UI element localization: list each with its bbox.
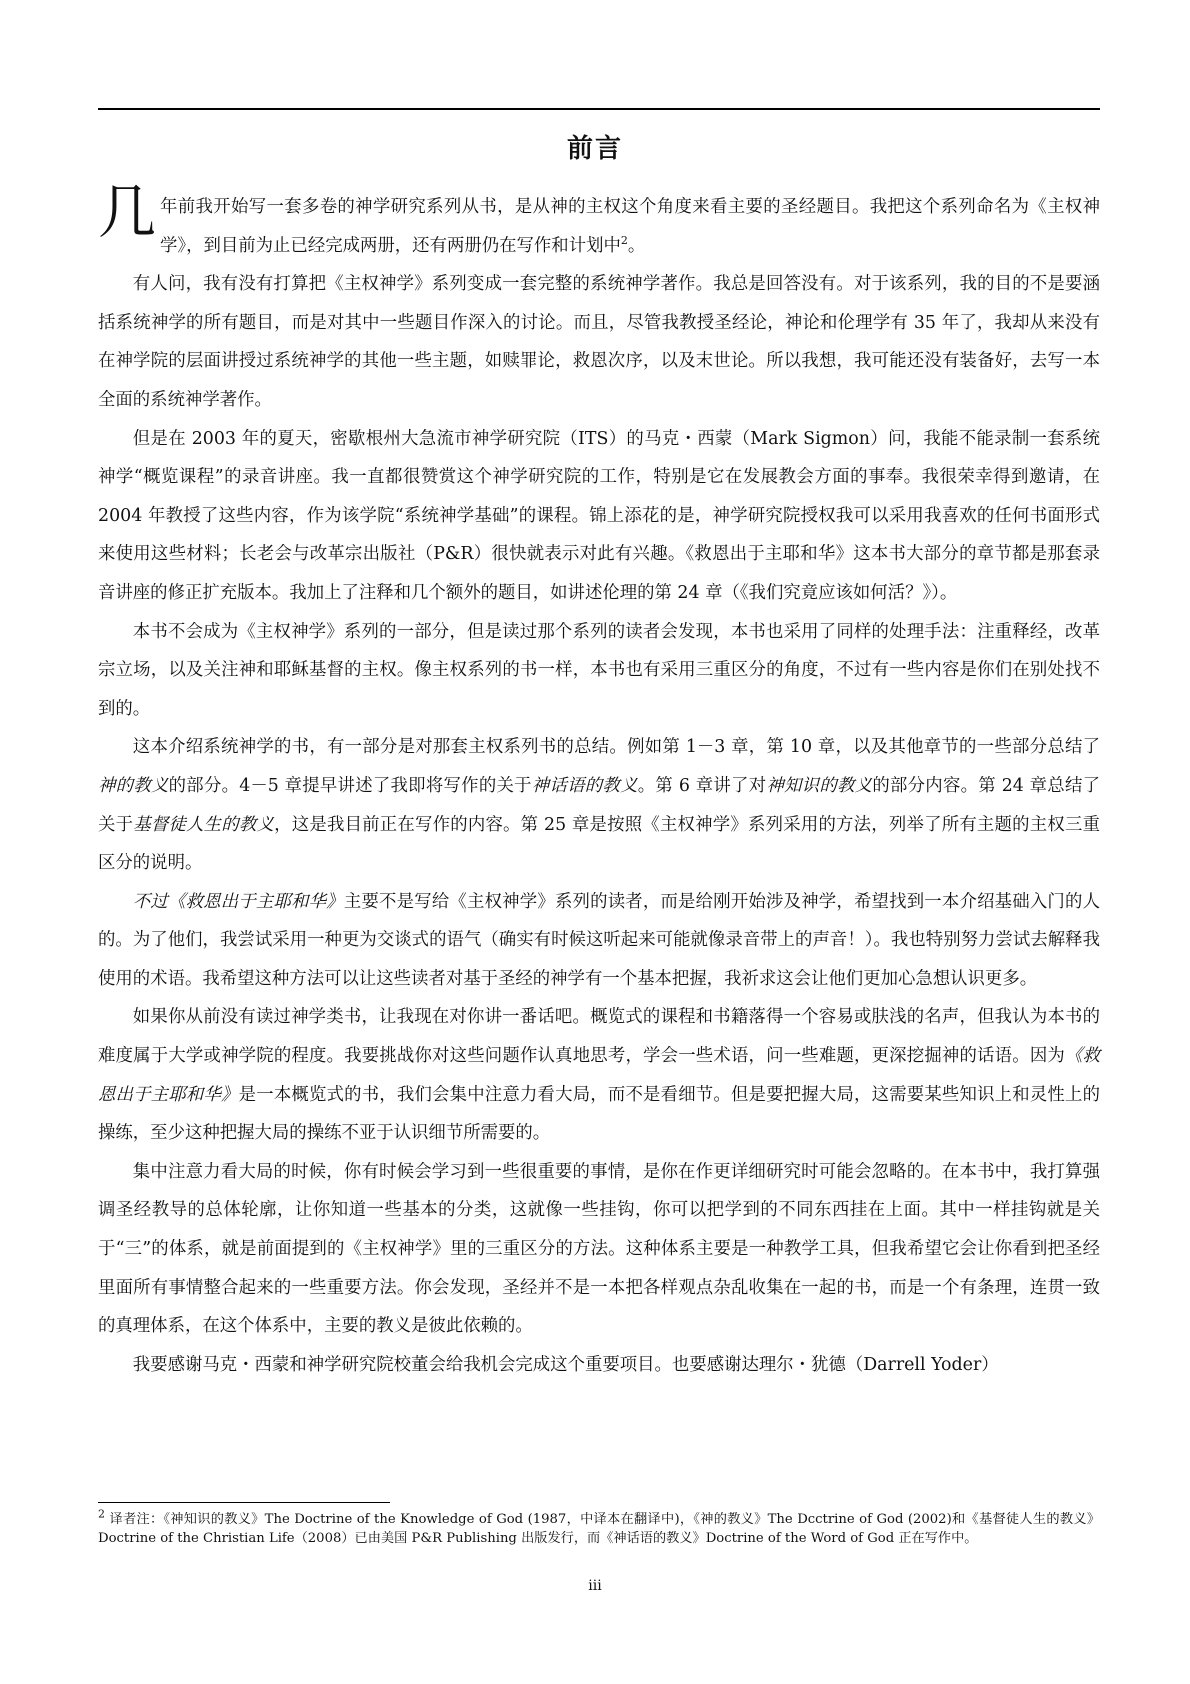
paragraph-8: 集中注意力看大局的时候，你有时候会学习到一些很重要的事情，是你在作更详细研究时可能会忽略的。在本书中，我打算强调圣经教导的总体轮廓，让你知道一些基本的分类，这就像一些挂钩，你可以把学到的不同东西挂在上面。其中一样挂钩就是关于“三”的体系，就是前面提到的《主权神学》里的三重区分的方法。这种体系主要是一种教学工具，但我希望它会让你看到把圣经里面所有事情整合起来的一些重要方法。你会发现，圣经并不是一本把各样观点杂乱收集在一起的书，而是一个有条理，连贯一致的真理体系，在这个体系中，主要的教义是彼此依赖的。 [98,1161,1100,1337]
paragraph-6: 不过《救恩出于主耶和华》主要不是写给《主权神学》系列的读者，而是给刚开始涉及神学，希望找到一本介绍基础入门的人的。为了他们，我尝试采用一种更为交谈式的语气（确实有时候这听起来可能就像录音带上的声音！）。我也特别努力尝试去解释我使用的术语。我希望这种方法可以让这些读者对基于圣经的神学有一个基本把握，我祈求这会让他们更加心急想认识更多。 [98,891,1100,989]
footnote [98,1507,1101,1548]
footnote-number: 2 [98,1507,105,1521]
paragraph-4: 本书不会成为《主权神学》系列的一部分，但是读过那个系列的读者会发现，本书也采用了同样的处理手法：注重释经，改革宗立场，以及关注神和耶稣基督的主权。像主权系列的书一样，本书也有采用三重区分的角度，不过有一些内容是你们在别处找不到的。 [98,621,1100,719]
paragraph-5: 这本介绍系统神学的书，有一部分是对那套主权系列书的总结。例如第 1－3 章，第 10 章，以及其他章节的一些部分总结了神的教义的部分。4－5 章提早讲述了我即将写作的关于神话语的教义。第 6 章讲了对神知识的教义的部分内容。第 24 章总结了关于基督徒人生的教义，这是我目前正在写作的内容。第 25 章是按照《主权神学》系列采用的方法，列举了所有主题的主权三重区分的说明。 [98,737,1100,874]
footnote-text: 译者注：《神知识的教义》The Doctrine of the Knowledge of God (1987，中译本在翻译中)，《神的教义》The Dcctrine of God (2002)和《基督徒人生的教义》Doctrine of the Christian Life（2008）已由美国 P&R Publishing 出版发行，而《神话语的教义》Doctrine of the Word of God 正在写作中。 [98,1512,1101,1546]
body-text [98,178,1100,1384]
footnote-ref[interactable]: 2 [620,233,628,247]
footnote-rule [98,1502,390,1503]
paragraph-1: 几年前我开始写一套多卷的神学研究系列从书，是从神的主权这个角度来看主要的圣经题目。我把这个系列命名为《主权神学》，到目前为止已经完成两册，还有两册仍在写作和计划中$^2$。 [98,178,1100,256]
header-rule [98,108,1100,110]
page-number: iii [588,1578,602,1594]
drop-cap: 几 [98,178,157,246]
page-title: 前言 [566,134,623,164]
paragraph-9: 我要感谢马克・西蒙和神学研究院校董会给我机会完成这个重要项目。也要感谢达理尔・犹德（Darrell Yoder） [132,1354,999,1375]
paragraph-2: 有人问，我有没有打算把《主权神学》系列变成一套完整的系统神学著作。我总是回答没有。对于该系列，我的目的不是要涵括系统神学的所有题目，而是对其中一些题目作深入的讨论。而且，尽管我教授圣经论，神论和伦理学有 35 年了，我却从来没有在神学院的层面讲授过系统神学的其他一些主题，如赎罪论，救恩次序，以及末世论。所以我想，我可能还没有装备好，去写一本全面的系统神学著作。 [98,274,1100,410]
paragraph-7: 如果你从前没有读过神学类书，让我现在对你讲一番话吧。概览式的课程和书籍落得一个容易或肤浅的名声，但我认为本书的难度属于大学或神学院的程度。我要挑战你对这些问题作认真地思考，学会一些术语，问一些难题，更深挖掘神的话语。因为《救恩出于主耶和华》是一本概览式的书，我们会集中注意力看大局，而不是看细节。但是要把握大局，这需要某些知识上和灵性上的操练，至少这种把握大局的操练不亚于认识细节所需要的。 [98,1007,1100,1144]
paragraph-3: 但是在 2003 年的夏天，密歇根州大急流市神学研究院（ITS）的马克・西蒙（Mark Sigmon）问，我能不能录制一套系统神学“概览课程”的录音讲座。我一直都很赞赏这个神学研究院的工作，特别是它在发展教会方面的事奉。我很荣幸得到邀请，在 2004 年教授了这些内容，作为该学院“系统神学基础”的课程。锦上添花的是，神学研究院授权我可以采用我喜欢的任何书面形式来使用这些材料；长老会与改革宗出版社（P&R）很快就表示对此有兴趣。《救恩出于主耶和华》这本书大部分的章节都是那套录音讲座的修正扩充版本。我加上了注释和几个额外的题目，如讲述伦理的第 24 章（《我们究竟应该如何活？》）。 [98,428,1100,603]
